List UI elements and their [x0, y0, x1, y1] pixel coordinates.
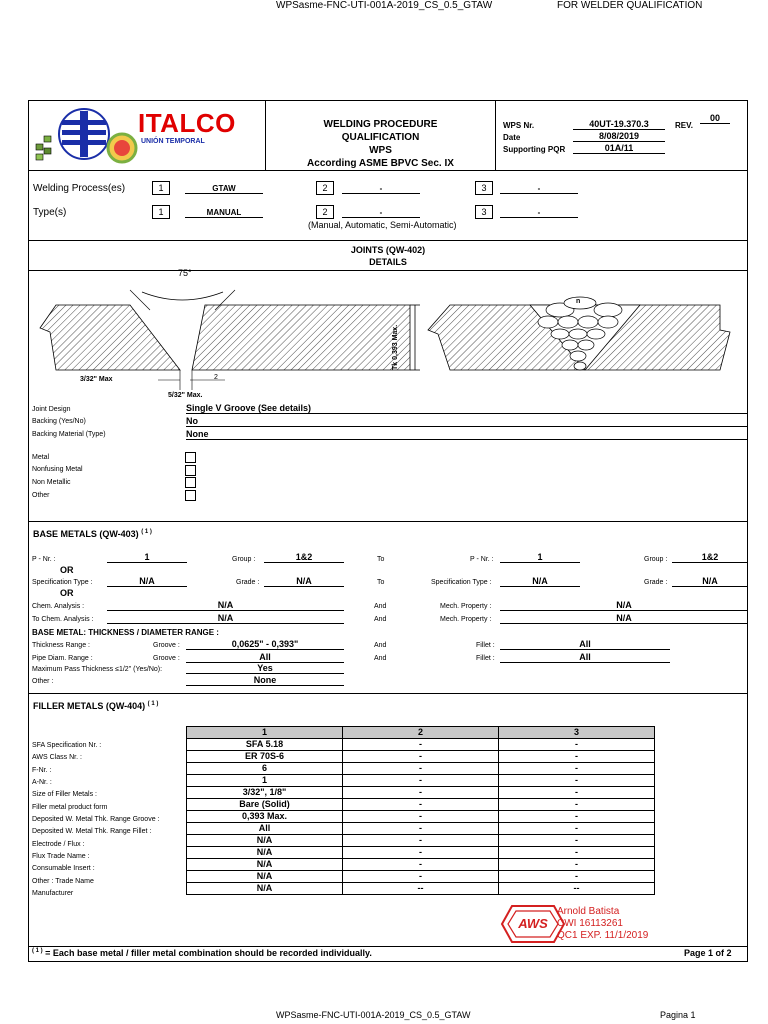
- mech-property-2-value: N/A: [500, 613, 748, 624]
- table-row: All - -: [187, 823, 655, 835]
- or-label-1: OR: [60, 565, 74, 575]
- p-nr-label: P - Nr. :: [32, 556, 56, 563]
- thickness-range-label: Thickness Range :: [32, 642, 90, 649]
- list-item: F-Nr. :: [32, 766, 52, 774]
- table-row: 1 - -: [187, 775, 655, 787]
- type-label: Type(s): [33, 207, 67, 218]
- list-item: Filler metal product form: [32, 803, 108, 811]
- list-item: AWS Class Nr. :: [32, 754, 82, 762]
- inspector-cwi: CWI 16113261: [557, 918, 623, 929]
- mech-property-label: Mech. Property :: [440, 603, 492, 610]
- list-item: Size of Filler Metals :: [32, 791, 97, 799]
- type-3-value: -: [500, 208, 578, 218]
- rev-number: 00: [700, 113, 730, 124]
- backing-value: No: [186, 416, 748, 427]
- chem-analysis-label: Chem. Analysis :: [32, 603, 85, 610]
- list-item: SFA Specification Nr. :: [32, 742, 102, 749]
- spec-type-value: N/A: [107, 576, 187, 587]
- list-item: Flux Trade Name :: [32, 853, 90, 861]
- process-2-number: 2: [316, 181, 334, 195]
- inspector-exp: QC1 EXP. 11/1/2019: [557, 930, 649, 941]
- joint-design-label: Joint Design: [32, 406, 71, 413]
- backing-label: Backing (Yes/No): [32, 418, 86, 425]
- page-indicator: Page 1 of 2: [684, 948, 732, 958]
- and-label-1: And: [374, 603, 387, 610]
- bead-label: n: [576, 298, 581, 305]
- groove-angle: 75°: [178, 268, 192, 278]
- list-item: Other : Trade Name: [32, 877, 94, 885]
- table-row: 0,393 Max. - -: [187, 811, 655, 823]
- inspector-stamp: [557, 906, 648, 942]
- rev-label: REV.: [675, 121, 693, 130]
- p-nr-value: 1: [107, 552, 187, 563]
- material-nonmetallic-checkbox[interactable]: [185, 477, 196, 488]
- chem-analysis-value: N/A: [107, 600, 344, 611]
- thickness-fillet-value: All: [500, 639, 670, 650]
- process-1-number: 1: [152, 181, 170, 195]
- joints-title: JOINTS (QW-402) DETAILS: [350, 245, 426, 267]
- and-label-2: And: [374, 616, 387, 623]
- pipe-diam-label: Pipe Diam. Range :: [32, 655, 93, 662]
- process-1-value: GTAW: [185, 184, 263, 194]
- group-2-label: Group :: [644, 556, 668, 563]
- process-3-number: 3: [475, 181, 493, 195]
- thickness-fillet-label: Fillet :: [476, 642, 495, 649]
- grade-value: N/A: [264, 576, 344, 587]
- doc-code: WPSasme-FNC-UTI-001A-2019_CS_0.5_GTAW: [276, 0, 493, 11]
- wps-number: 40UT-19.370.3: [573, 119, 665, 130]
- base-other-value: None: [186, 675, 344, 686]
- base-other-label: Other :: [32, 678, 54, 685]
- to-label-2: To: [377, 579, 385, 586]
- spec-type-2-value: N/A: [500, 576, 580, 587]
- fillet-multipass-drawing: [428, 297, 730, 370]
- base-metals-title: BASE METALS (QW-403) $^{( 1 )}$: [33, 529, 152, 539]
- grade-label: Grade :: [236, 579, 260, 586]
- spec-type-2-label: Specification Type :: [431, 579, 492, 586]
- backing-material-value: None: [186, 429, 748, 440]
- table-row: 3/32", 1/8" - -: [187, 787, 655, 799]
- thickness-range-title: BASE METAL: THICKNESS / DIAMETER RANGE :: [32, 628, 219, 637]
- v-groove-left-plate: [40, 305, 180, 370]
- doc-purpose: FOR WELDER QUALIFICATION: [557, 0, 703, 11]
- filler-row-labels: [32, 740, 160, 900]
- type-note: (Manual, Automatic, Semi-Automatic): [308, 220, 457, 230]
- table-row: ER 70S-6 - -: [187, 751, 655, 763]
- company-logo: [34, 106, 259, 166]
- material-nonmetallic-label: Non Metallic: [32, 479, 71, 486]
- list-item: Deposited W. Metal Thk. Range Fillet :: [32, 828, 152, 836]
- table-row: 6 - -: [187, 763, 655, 775]
- filler-col-3: 3: [499, 727, 655, 739]
- date-value: 8/08/2019: [573, 131, 665, 142]
- material-nonfusing-label: Nonfusing Metal: [32, 466, 83, 473]
- wps-number-label: WPS Nr.: [503, 121, 535, 130]
- table-row: N/A -- --: [187, 883, 655, 895]
- pqr-label: Supporting PQR: [503, 145, 566, 154]
- joint-design-value: Single V Groove (See details): [186, 403, 748, 414]
- filler-col-1: 1: [187, 727, 343, 739]
- welding-process-label: Welding Process(es): [33, 183, 126, 194]
- material-nonfusing-checkbox[interactable]: [185, 465, 196, 476]
- pipe-fillet-value: All: [500, 652, 670, 663]
- pipe-groove-value: All: [186, 652, 344, 663]
- process-2-value: -: [342, 184, 420, 194]
- process-3-value: -: [500, 184, 578, 194]
- aws-stamp-text: AWS: [518, 916, 548, 931]
- pipe-groove-label: Groove :: [153, 655, 180, 662]
- mech-property-value: N/A: [500, 600, 748, 611]
- filler-col-2: 2: [343, 727, 499, 739]
- group-value: 1&2: [264, 552, 344, 563]
- footer-page: Pagina 1: [660, 1010, 696, 1020]
- grade-2-label: Grade :: [644, 579, 668, 586]
- mech-property-2-label: Mech. Property :: [440, 616, 492, 623]
- max-pass-value: Yes: [186, 663, 344, 674]
- to-chem-analysis-label: To Chem. Analysis :: [32, 616, 94, 623]
- list-item: A-Nr. :: [32, 779, 52, 787]
- type-1-number: 1: [152, 205, 170, 219]
- thickness-label: Tk 0,393 Max.: [392, 324, 399, 370]
- form-title: WELDING PROCEDURE QUALIFICATION WPS According ASME BPVC Sec. IX: [307, 119, 454, 169]
- pipe-fillet-label: Fillet :: [476, 655, 495, 662]
- list-item: Manufacturer: [32, 890, 74, 898]
- material-metal-checkbox[interactable]: [185, 452, 196, 463]
- p-nr-2-value: 1: [500, 552, 580, 563]
- filler-metals-title: FILLER METALS (QW-404) $^{( 1 )}$: [33, 701, 159, 711]
- filler-metals-table: [186, 726, 655, 895]
- material-other-checkbox[interactable]: [185, 490, 196, 501]
- table-row: SFA 5.18 - -: [187, 739, 655, 751]
- type-2-number: 2: [316, 205, 334, 219]
- root-land: 5/32" Max.: [168, 392, 203, 399]
- type-1-value: MANUAL: [185, 208, 263, 218]
- pqr-value: 01A/11: [573, 143, 665, 154]
- spec-type-label: Specification Type :: [32, 579, 93, 586]
- company-name: ITALCO: [138, 108, 236, 138]
- v-groove-right-plate: [192, 305, 420, 370]
- to-chem-analysis-value: N/A: [107, 613, 344, 624]
- land-number: 2: [214, 374, 218, 381]
- root-gap: 3/32" Max: [80, 376, 113, 383]
- date-label: Date: [503, 133, 521, 142]
- list-item: Electrode / Flux :: [32, 840, 85, 848]
- type-2-value: -: [342, 208, 420, 218]
- backing-material-label: Backing Material (Type): [32, 431, 106, 438]
- thickness-groove-label: Groove :: [153, 642, 180, 649]
- table-row: Bare (Solid) - -: [187, 799, 655, 811]
- table-row: N/A - -: [187, 847, 655, 859]
- type-3-number: 3: [475, 205, 493, 219]
- group-label: Group :: [232, 556, 256, 563]
- to-label-1: To: [377, 556, 385, 563]
- max-pass-label: Maximum Pass Thickness ≤1/2" (Yes/No):: [32, 666, 163, 673]
- p-nr-2-label: P - Nr. :: [470, 556, 494, 563]
- and-label-3: And: [374, 642, 387, 649]
- grade-2-value: N/A: [672, 576, 748, 587]
- inspector-name: Arnold Batista: [557, 906, 620, 917]
- table-row: N/A - -: [187, 835, 655, 847]
- footnote: $^{( 1 )}$ = Each base metal / filler metal combination should be recorded individually.: [32, 948, 372, 958]
- footer-doc-code: WPSasme-FNC-UTI-001A-2019_CS_0.5_GTAW: [276, 1010, 471, 1020]
- group-2-value: 1&2: [672, 552, 748, 563]
- and-label-4: And: [374, 655, 387, 662]
- table-row: N/A - -: [187, 859, 655, 871]
- or-label-2: OR: [60, 588, 74, 598]
- joint-detail-drawing: [30, 270, 746, 402]
- list-item: Consumable Insert :: [32, 865, 95, 873]
- table-row: N/A - -: [187, 871, 655, 883]
- company-subtitle: UNIÓN TEMPORAL: [141, 138, 205, 145]
- material-metal-label: Metal: [32, 454, 50, 461]
- list-item: Deposited W. Metal Thk. Range Groove :: [32, 816, 160, 824]
- material-other-label: Other: [32, 492, 50, 499]
- thickness-groove-value: 0,0625" - 0,393": [186, 639, 344, 650]
